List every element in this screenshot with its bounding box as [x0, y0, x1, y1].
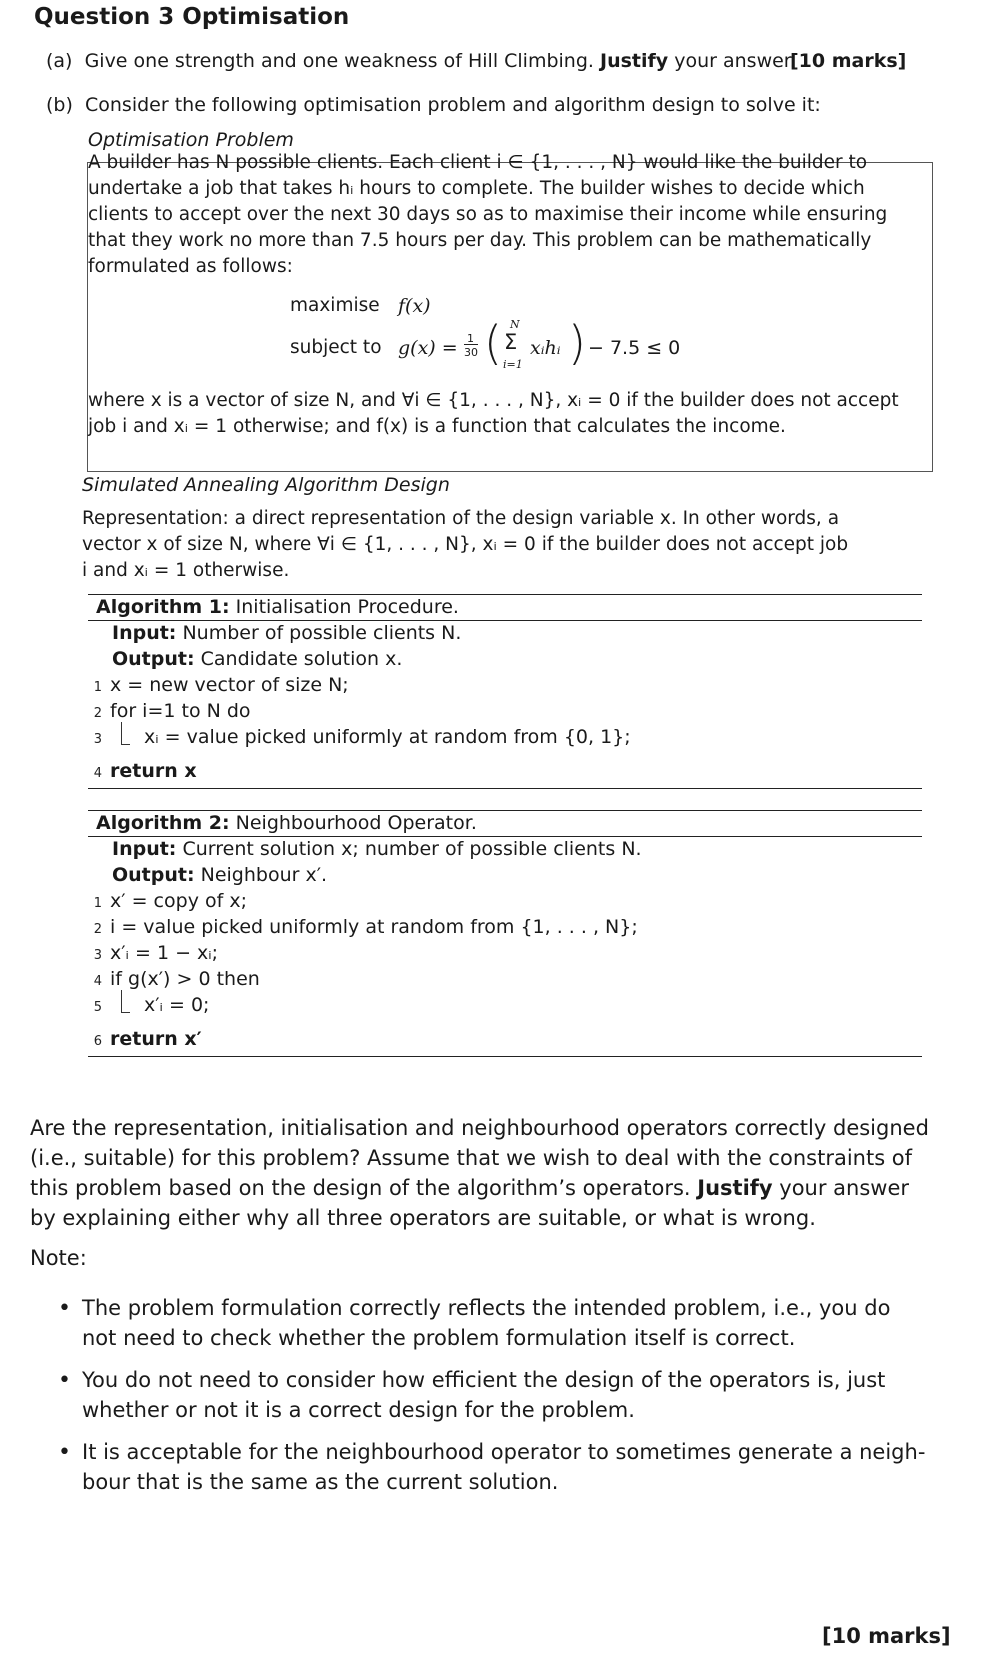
algo2-title-text: Neighbourhood Operator. [235, 812, 477, 834]
algo2-line-4 [84, 968, 260, 990]
algo1-line-4 [84, 760, 197, 782]
part-a-text: Give one strength and one weakness of Hill Climbing. [84, 50, 594, 72]
line-number: 3 [93, 732, 102, 747]
question-line-1: Are the representation, initialisation and neighbourhood operators correctly designed [30, 1116, 929, 1140]
where-line-1: where x is a vector of size N, and ∀i ∈ {1, . . . , N}, xᵢ = 0 if the builder does not accept [88, 390, 899, 411]
bullet-marker: • [58, 1440, 71, 1465]
part-a-label: (a) [46, 50, 73, 72]
line-number: 6 [93, 1034, 102, 1049]
part-b-text: Consider the following optimisation problem and algorithm design to solve it: [84, 94, 821, 116]
algo2-line-2 [84, 916, 638, 938]
note-label: Note: [30, 1246, 87, 1270]
final-marks: [10 marks] [822, 1624, 951, 1648]
subject-label: subject to [290, 337, 382, 358]
bullet-marker: • [58, 1296, 71, 1321]
fraction-denominator: 30 [464, 346, 478, 359]
algo1-line-4-text: return x [110, 760, 197, 782]
sa-heading: Simulated Annealing Algorithm Design [82, 474, 450, 496]
algo2-line-6-text: return x′ [110, 1028, 202, 1050]
algo1-input [112, 622, 461, 644]
subject-rhs: − 7.5 ≤ 0 [588, 337, 681, 359]
note-3-line-2: bour that is the same as the current solution. [82, 1470, 559, 1494]
part-a-text-end: your answer. [674, 50, 796, 72]
problem-line-2: undertake a job that takes hᵢ hours to complete. The builder wishes to decide which [88, 178, 865, 199]
question-line-4: by explaining either why all three operators are suitable, or what is wrong. [30, 1206, 816, 1230]
algo2-line-1-text: x′ = copy of x; [110, 890, 247, 912]
fraction-bar [464, 344, 478, 345]
algo1-bottom-rule [88, 788, 922, 789]
maximise-expr: f(x) [398, 295, 431, 317]
algo2-output [112, 864, 327, 886]
algo2-title [96, 812, 477, 834]
algo1-line-1-text: x = new vector of size N; [110, 674, 349, 696]
line-number: 2 [93, 922, 102, 937]
algo1-line-3-text: xᵢ = value picked uniformly at random from {0, 1}; [144, 726, 631, 748]
algo1-line-2 [84, 700, 251, 722]
left-paren: ( [484, 316, 502, 370]
algo1-output [112, 648, 402, 670]
algo1-title-bold: Algorithm 1: [96, 596, 230, 618]
question-line-3-text: this problem based on the design of the algorithm’s operators. [30, 1176, 691, 1200]
line-number: 4 [93, 766, 102, 781]
question-title: Question 3 Optimisation [34, 4, 350, 30]
algo2-line-5-text: x′ᵢ = 0; [144, 994, 210, 1016]
note-1-line-1: The problem formulation correctly reflects the intended problem, i.e., you do [82, 1296, 891, 1320]
note-3-line-1: It is acceptable for the neighbourhood operator to sometimes generate a neigh- [82, 1440, 926, 1464]
note-1-line-2: not need to check whether the problem formulation itself is correct. [82, 1326, 796, 1350]
algo2-output-label: Output: [112, 864, 195, 886]
question-justify: Justify [697, 1176, 773, 1200]
algo2-input-label: Input: [112, 838, 177, 860]
fraction-numerator: 1 [467, 332, 474, 345]
algo2-bottom-rule [88, 1056, 922, 1057]
algo1-output-label: Output: [112, 648, 195, 670]
sum-sigma: Σ [504, 330, 518, 354]
problem-line-5: formulated as follows: [88, 256, 293, 277]
line-number: 1 [93, 896, 102, 911]
maximise-label: maximise [290, 295, 380, 316]
algo1-line-3 [84, 726, 631, 748]
note-2-line-1: You do not need to consider how efficient the design of the operators is, just [82, 1368, 886, 1392]
part-a-justify: Justify [600, 50, 669, 72]
algo2-title-rule [88, 836, 922, 837]
line-number: 5 [93, 1000, 102, 1015]
algo1-output-text: Candidate solution x. [200, 648, 403, 670]
algo1-input-text: Number of possible clients N. [182, 622, 462, 644]
question-line-3 [30, 1176, 909, 1200]
part-a-marks: [10 marks] [790, 50, 907, 72]
algo1-input-label: Input: [112, 622, 177, 644]
problem-line-4: that they work no more than 7.5 hours per day. This problem can be mathematically [88, 230, 872, 251]
line-number: 3 [93, 948, 102, 963]
algo2-line-3 [84, 942, 218, 964]
algo2-input-text: Current solution x; number of possible clients N. [182, 838, 642, 860]
algo1-top-rule [88, 594, 922, 595]
algo2-line-6 [84, 1028, 202, 1050]
algo2-input [112, 838, 642, 860]
algo1-title [96, 596, 459, 618]
algo1-title-rule [88, 620, 922, 621]
representation-line-2: vector x of size N, where ∀i ∈ {1, . . . , N}, xᵢ = 0 if the builder does not accept job [82, 534, 849, 555]
right-paren: ) [568, 316, 586, 370]
algo2-line-2-text: i = value picked uniformly at random from {1, . . . , N}; [110, 916, 638, 938]
problem-heading: Optimisation Problem [88, 129, 294, 151]
representation-line-3: i and xᵢ = 1 otherwise. [82, 560, 290, 581]
sum-term: xᵢhᵢ [530, 337, 561, 359]
algo2-line-3-text: x′ᵢ = 1 − xᵢ; [110, 942, 219, 964]
bullet-marker: • [58, 1368, 71, 1393]
sum-upper: N [510, 318, 520, 331]
part-b [46, 94, 821, 116]
algo2-line-5 [84, 994, 209, 1016]
subject-lhs: g(x) = [398, 337, 458, 359]
algo1-line-2-text: for i=1 to N do [110, 700, 251, 722]
problem-line-3: clients to accept over the next 30 days so as to maximise their income while ensuring [88, 204, 888, 225]
algo1-title-text: Initialisation Procedure. [235, 596, 459, 618]
line-number: 1 [93, 680, 102, 695]
question-line-3-end: your answer [779, 1176, 910, 1200]
note-2-line-2: whether or not it is a correct design for the problem. [82, 1398, 635, 1422]
sum-lower: i=1 [503, 358, 523, 371]
problem-line-1: A builder has N possible clients. Each client i ∈ {1, . . . , N} would like the builder to [88, 152, 868, 173]
representation-line-1: Representation: a direct representation of the design variable x. In other words, a [82, 508, 840, 529]
question-line-2: (i.e., suitable) for this problem? Assume that we wish to deal with the constraints of [30, 1146, 913, 1170]
algo2-line-4-text: if g(x′) > 0 then [110, 968, 260, 990]
where-line-2: job i and xᵢ = 1 otherwise; and f(x) is a function that calculates the income. [88, 416, 786, 437]
line-number: 4 [93, 974, 102, 989]
algo2-title-bold: Algorithm 2: [96, 812, 230, 834]
part-b-label: (b) [46, 94, 73, 116]
algo1-line-1 [84, 674, 349, 696]
algo2-top-rule [88, 810, 922, 811]
part-a [46, 50, 796, 72]
algo2-output-text: Neighbour x′. [200, 864, 328, 886]
line-number: 2 [93, 706, 102, 721]
algo2-line-1 [84, 890, 247, 912]
